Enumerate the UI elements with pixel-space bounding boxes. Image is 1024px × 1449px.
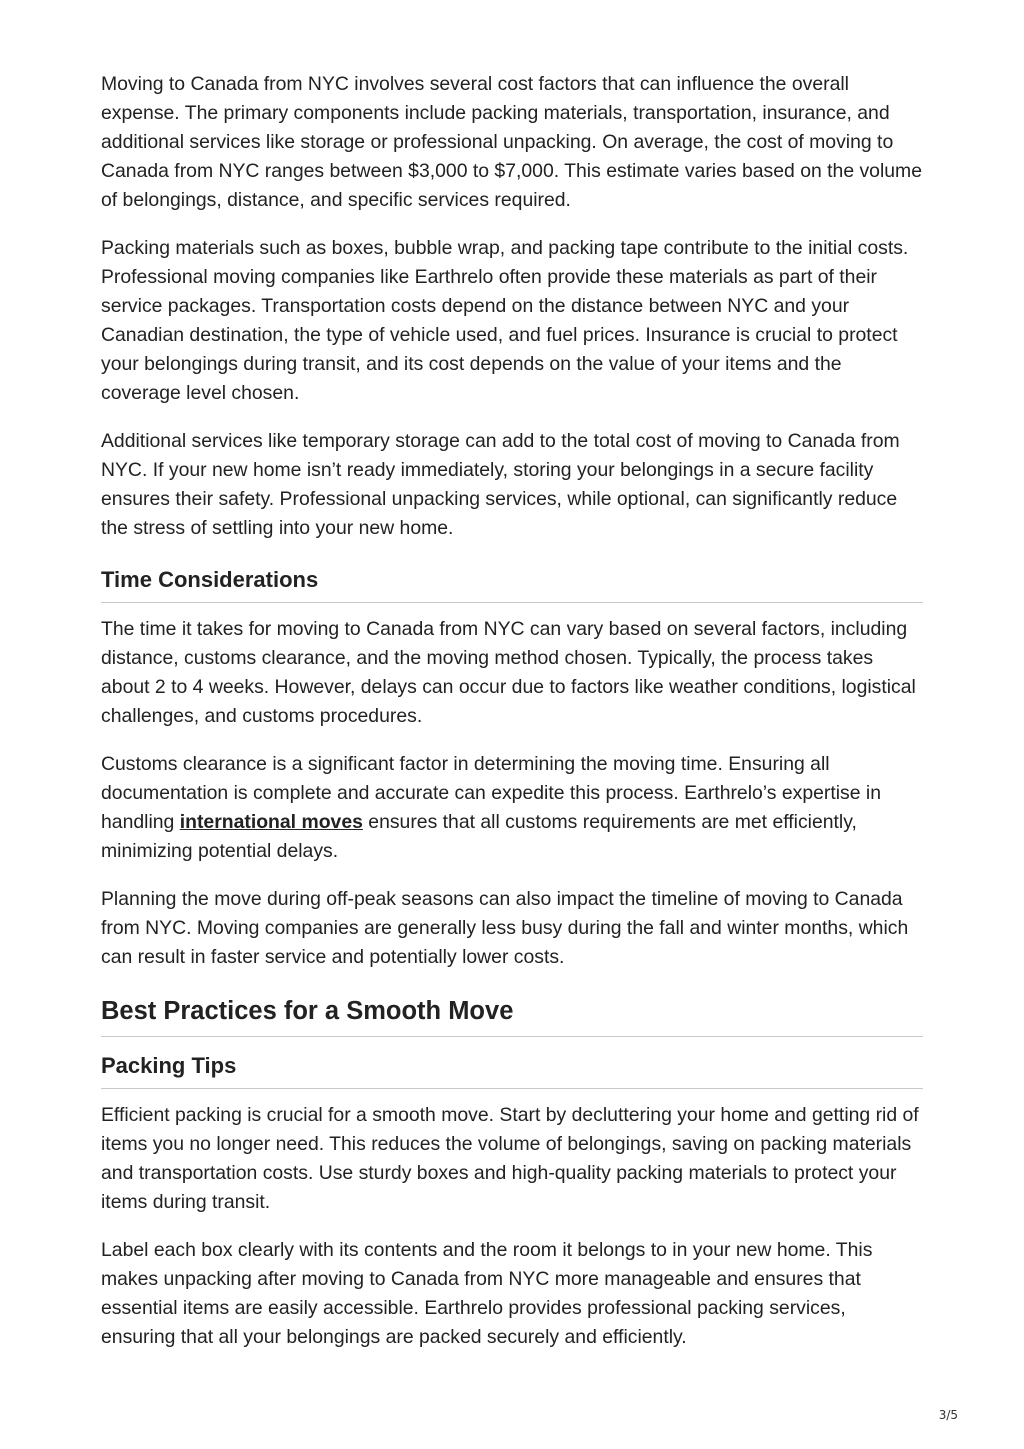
paragraph-time-overview: The time it takes for moving to Canada from NYC can vary based on several factors, including distance, customs clearance, and the moving method chosen. Typically, the process takes about 2 to 4 weeks. However, delays can occur due to factors like weather conditions, logistical challenges, and customs procedures. — [101, 618, 916, 727]
paragraph-label-boxes: Label each box clearly with its contents and the room it belongs to in your new home. This makes unpacking after moving to Canada from NYC more manageable and ensures that essential items are easily accessible. Earthrelo provides professional packing services, ensuring that all your belongings are packed securely and efficiently. — [101, 1239, 873, 1348]
heading-time-considerations: Time Considerations — [101, 565, 923, 603]
paragraph-cost-overview: Moving to Canada from NYC involves several cost factors that can influence the overall expense. The primary components include packing materials, transportation, insurance, and additional services like storage or professional unpacking. On average, the cost of moving to Canada from NYC ranges between $3,000 to $7,000. This estimate varies based on the volume of belongings, distance, and specific services required. — [101, 73, 922, 211]
paragraph-additional-services: Additional services like temporary storage can add to the total cost of moving to Canada from NYC. If your new home isn’t ready immediately, storing your belongings in a secure facility ensures their safety. Professional unpacking services, while optional, can significantly reduce the stress of settling into your new home. — [101, 430, 900, 539]
paragraph-off-peak: Planning the move during off-peak seasons can also impact the timeline of moving to Canada from NYC. Moving companies are generally less busy during the fall and winter months, which can result in faster service and potentially lower costs. — [101, 888, 909, 968]
paragraph-customs-clearance — [101, 750, 923, 866]
customs-text-after: ensures that all customs requirements are met efficiently, minimizing potential delays. — [101, 811, 857, 862]
customs-text-before: Customs clearance is a significant factor in determining the moving time. Ensuring all documentation is complete and accurate can expedite this process. Earthrelo’s expertise in handling — [101, 753, 882, 833]
heading-best-practices: Best Practices for a Smooth Move — [101, 994, 923, 1037]
paragraph-efficient-packing: Efficient packing is crucial for a smooth move. Start by decluttering your home and getting rid of items you no longer need. This reduces the volume of belongings, saving on packing materials and transportation costs. Use sturdy boxes and high-quality packing materials to protect your items during transit. — [101, 1104, 919, 1213]
page-number: 3/5 — [938, 1408, 958, 1422]
document-body — [101, 70, 923, 1371]
international-moves-link[interactable]: international moves — [179, 811, 363, 833]
paragraph-packing-materials: Packing materials such as boxes, bubble wrap, and packing tape contribute to the initial costs. Professional moving companies like Earthrelo often provide these materials as part of their service packages. Transportation costs depend on the distance between NYC and your Canadian destination, the type of vehicle used, and fuel prices. Insurance is crucial to protect your belongings during transit, and its cost depends on the value of your items and the coverage level chosen. — [101, 237, 909, 404]
heading-packing-tips: Packing Tips — [101, 1051, 923, 1089]
